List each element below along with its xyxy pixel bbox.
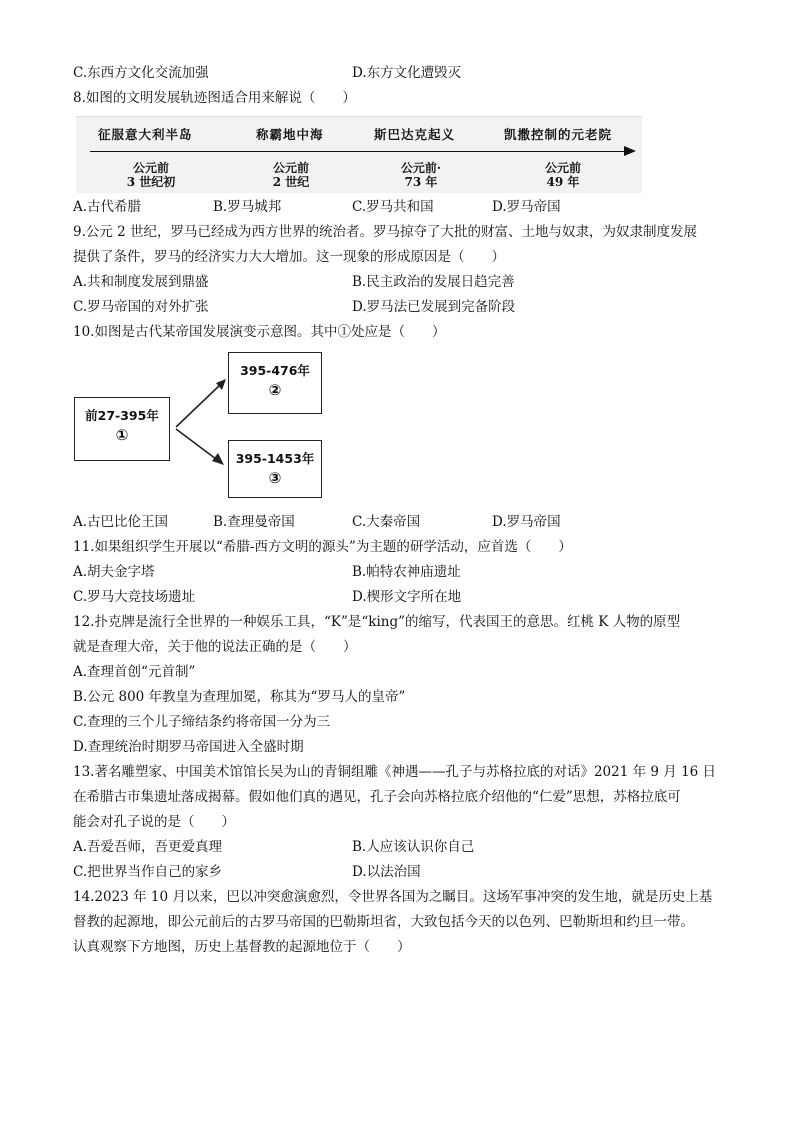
empire-box-top-date: 395-476年 bbox=[240, 363, 310, 378]
q7-option-d: D.东方文化遭毁灭 bbox=[352, 65, 462, 81]
q13-option-c: C.把世界当作自己的家乡 bbox=[73, 864, 223, 880]
q9-stem-line1: 9.公元 2 世纪，罗马已经成为西方世界的统治者。罗马掠夺了大批的财富、土地与奴隶，为奴隶制度发展 bbox=[73, 224, 698, 240]
q13-stem-line1: 13.著名雕塑家、中国美术馆馆长吴为山的青铜组雕《神遇——孔子与苏格拉底的对话》2021 年 9 月 16 日 bbox=[73, 764, 717, 780]
empire-box-bottom-mark: ③ bbox=[268, 469, 282, 487]
empire-box-main-date: 前27-395年 bbox=[85, 408, 159, 423]
timeline-axis bbox=[90, 151, 628, 152]
timeline-event-3: 斯巴达克起义 bbox=[374, 127, 456, 142]
timeline-event-2: 称霸地中海 bbox=[256, 127, 324, 142]
q13-stem-line2: 在希腊古市集遗址落成揭幕。假如他们真的遇见，孔子会向苏格拉底介绍他的“仁爱”思想，苏格拉底可 bbox=[73, 789, 681, 805]
empire-box-bottom-date: 395-1453年 bbox=[235, 451, 315, 466]
q13-option-b: B.人应该认识你自己 bbox=[352, 839, 475, 855]
q13-option-d: D.以法治国 bbox=[352, 864, 421, 880]
timeline-date-3-line1: 公元前· bbox=[400, 161, 442, 175]
timeline-date-1 bbox=[116, 161, 186, 189]
q8-option-d: D.罗马帝国 bbox=[492, 199, 561, 215]
empire-box-top bbox=[228, 352, 322, 414]
timeline-date-4-line1: 公元前 bbox=[544, 161, 581, 175]
timeline-arrow-icon bbox=[624, 146, 636, 156]
q9-option-c: C.罗马帝国的对外扩张 bbox=[73, 299, 209, 315]
q13-stem-line3: 能会对孔子说的是（ ） bbox=[73, 814, 235, 830]
q8-option-c: C.罗马共和国 bbox=[352, 199, 434, 215]
timeline-event-4: 凯撒控制的元老院 bbox=[504, 127, 613, 142]
timeline-date-2 bbox=[256, 161, 326, 189]
timeline-date-3-line2: 73 年 bbox=[404, 175, 438, 189]
q12-option-c: C.查理的三个儿子缔结条约将帝国一分为三 bbox=[73, 714, 331, 730]
q12-option-a: A.查理首创“元首制” bbox=[73, 664, 196, 680]
timeline-event-1: 征服意大利半岛 bbox=[98, 127, 193, 142]
timeline-date-1-line2: 3 世纪初 bbox=[126, 175, 176, 189]
timeline-date-4 bbox=[528, 161, 598, 189]
q9-option-b: B.民主政治的发展日趋完善 bbox=[352, 274, 515, 290]
q9-option-d: D.罗马法已发展到完备阶段 bbox=[352, 299, 516, 315]
q10-empire-diagram bbox=[74, 347, 344, 497]
timeline-date-2-line2: 2 世纪 bbox=[272, 175, 310, 189]
q8-option-a: A.古代希腊 bbox=[73, 199, 142, 215]
q14-stem-line2: 督教的起源地，即公元前后的古罗马帝国的巴勒斯坦省，大致包括今天的以色列、巴勒斯坦和约旦一带。 bbox=[73, 914, 694, 930]
q10-option-c: C.大秦帝国 bbox=[352, 514, 421, 530]
q11-option-a: A.胡夫金字塔 bbox=[73, 564, 155, 580]
q10-option-d: D.罗马帝国 bbox=[492, 514, 561, 530]
q12-option-b: B.公元 800 年教皇为查理加冕，称其为“罗马人的皇帝” bbox=[73, 689, 406, 705]
q10-option-a: A.古巴比伦王国 bbox=[73, 514, 169, 530]
q10-option-b: B.查理曼帝国 bbox=[213, 514, 295, 530]
q8-option-b: B.罗马城邦 bbox=[213, 199, 282, 215]
timeline-date-2-line1: 公元前 bbox=[272, 161, 309, 175]
q11-stem: 11.如果组织学生开展以“希腊-西方文明的源头”为主题的研学活动，应首选（ ） bbox=[73, 539, 572, 555]
q12-option-d: D.查理统治时期罗马帝国进入全盛时期 bbox=[73, 739, 304, 755]
empire-box-main-mark: ① bbox=[115, 426, 129, 444]
q7-option-c: C.东西方文化交流加强 bbox=[73, 65, 209, 81]
q9-option-a: A.共和制度发展到鼎盛 bbox=[73, 274, 209, 290]
timeline-date-1-line1: 公元前 bbox=[132, 161, 169, 175]
q14-stem-line1: 14.2023 年 10 月以来，巴以冲突愈演愈烈，令世界各国为之瞩目。这场军事冲突的发生地，就是历史上基 bbox=[73, 889, 713, 905]
q11-option-c: C.罗马大竞技场遗址 bbox=[73, 589, 196, 605]
q12-stem-line1: 12.扑克牌是流行全世界的一种娱乐工具，“K”是“king”的缩写，代表国王的意思。红桃 K 人物的原型 bbox=[73, 614, 681, 630]
q12-stem-line2: 就是查理大帝，关于他的说法正确的是（ ） bbox=[73, 639, 357, 655]
q9-stem-line2: 提供了条件，罗马的经济实力大大增加。这一现象的形成原因是（ ） bbox=[73, 249, 505, 265]
q10-stem: 10.如图是古代某帝国发展演变示意图。其中①处应是（ ） bbox=[73, 324, 446, 340]
q11-option-b: B.帕特农神庙遗址 bbox=[352, 564, 461, 580]
q8-stem: 8.如图的文明发展轨迹图适合用来解说（ ） bbox=[73, 90, 356, 106]
timeline-date-4-line2: 49 年 bbox=[546, 175, 580, 189]
empire-box-bottom bbox=[228, 440, 322, 498]
empire-box-top-mark: ② bbox=[268, 381, 282, 399]
empire-box-main bbox=[74, 397, 170, 461]
q14-stem-line3: 认真观察下方地图，历史上基督教的起源地位于（ ） bbox=[73, 939, 411, 955]
q13-option-a: A.吾爱吾师，吾更爱真理 bbox=[73, 839, 223, 855]
timeline-date-3 bbox=[386, 161, 456, 189]
diagram-arrows bbox=[172, 347, 234, 497]
q11-option-d: D.楔形文字所在地 bbox=[352, 589, 462, 605]
q8-timeline-figure bbox=[76, 116, 642, 193]
